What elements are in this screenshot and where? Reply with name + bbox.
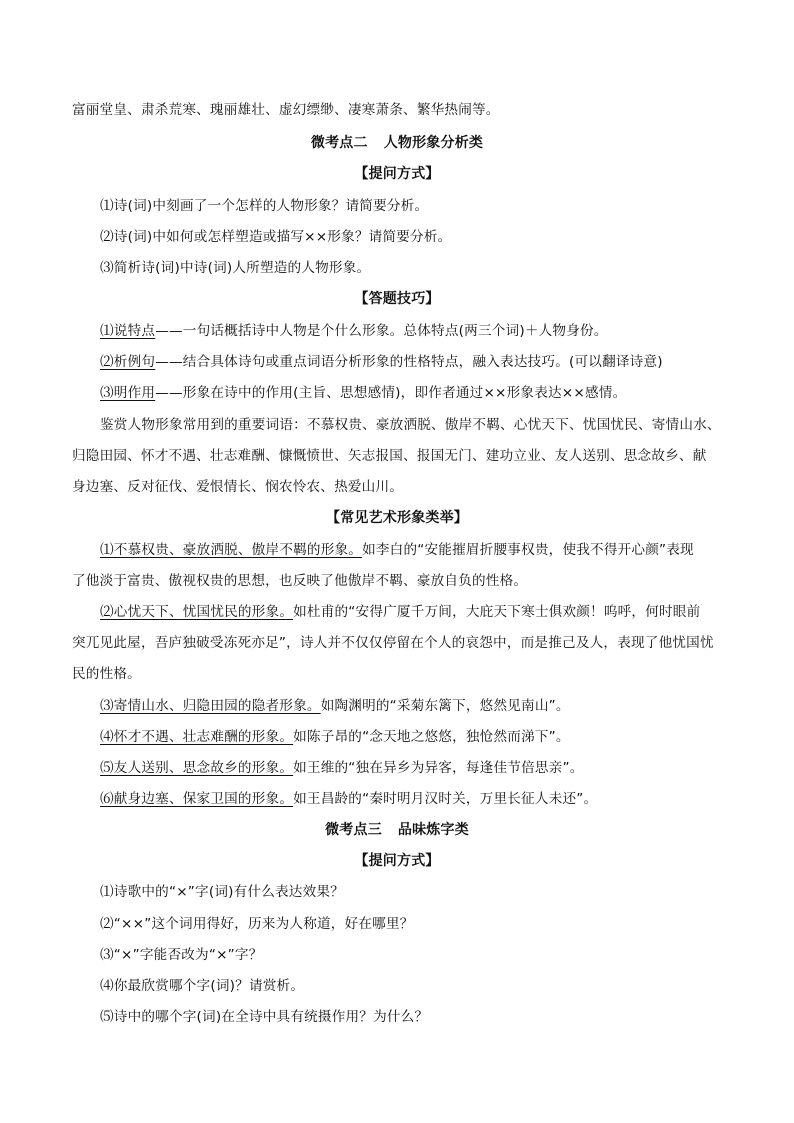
ask-item: ⑵“××”这个词用得好，历来为人称道，好在哪里？: [100, 916, 414, 932]
tip-label: ⑵析例句: [100, 354, 156, 370]
vocab-line: 身边塞、反对征伐、爱恨情长、悯农怜农、热爱山川。: [72, 479, 404, 495]
section-2-name: 人物形象分析类: [383, 135, 484, 151]
tip-item: [100, 352, 722, 372]
art-item: [100, 602, 722, 622]
ask-item: ⑴诗(词)中刻画了一个怎样的人物形象？请简要分析。: [100, 198, 429, 214]
art-label: ⑸友人送别、思念故乡的形象。: [100, 760, 294, 776]
intro-line: 富丽堂皇、肃杀荒寒、瑰丽雄壮、虚幻缥缈、凄寒萧条、繁华热闹等。: [72, 102, 500, 118]
ask-item: ⑵诗(词)中如何或怎样塑造或描写××形象？请简要分析。: [100, 229, 452, 245]
section-2-label: 微考点二: [310, 135, 368, 151]
art-heading: 【常见艺术形象类举】: [326, 510, 468, 526]
ask-item: ⑶简析诗(词)中诗(词)人所塑造的人物形象。: [100, 260, 371, 276]
tip-text: ——结合具体诗句或重点词语分析形象的性格特点，融入表达技巧。(可以翻译诗意): [155, 354, 663, 370]
tips-heading: 【答题技巧】: [354, 291, 440, 307]
art-text: 如王维的“独在异乡为异客，每逢佳节倍思亲”。: [293, 760, 584, 776]
tip-text: ——形象在诗中的作用(主旨、思想感情)，即作者通过××形象表达××感情。: [155, 385, 627, 401]
ask-item: ⑸诗中的哪个字(词)在全诗中具有统摄作用？为什么？: [100, 1009, 429, 1025]
art-item: [100, 540, 722, 560]
art-label: ⑶寄情山水、归隐田园的隐者形象。: [100, 698, 321, 714]
tip-label: ⑴说特点: [100, 323, 156, 339]
tip-label: ⑶明作用: [100, 385, 156, 401]
section-title-2: [72, 133, 722, 153]
art-item: [100, 696, 722, 716]
art-text-line: 了他淡于富贵、傲视权贵的思想，也反映了他傲岸不羁、豪放自负的性格。: [72, 573, 528, 589]
art-label: ⑷怀才不遇、壮志难酬的形象。: [100, 729, 294, 745]
art-text: 如杜甫的“安得广厦千万间，大庇天下寒士俱欢颜！呜呼，何时眼前: [293, 604, 701, 620]
art-label: ⑴不慕权贵、豪放洒脱、傲岸不羁的形象。: [100, 542, 363, 558]
section-3-label: 微考点三: [325, 822, 382, 838]
vocab-line: 归隐田园、怀才不遇、壮志难酬、慷慨愤世、矢志报国、报国无门、建功立业、友人送别、思念故乡、献: [72, 448, 707, 464]
art-text: 如陶渊明的“采菊东篱下，悠然见南山”。: [320, 698, 570, 714]
art-item: [100, 727, 722, 747]
vocab-line: 鉴赏人物形象常用到的重要词语：不慕权贵、豪放洒脱、傲岸不羁、心忧天下、忧国忧民、寄情山水、: [100, 417, 721, 433]
tip-item: [100, 383, 722, 403]
art-item: [100, 789, 722, 809]
art-text: 如陈子昂的“念天地之悠悠，独怆然而涕下”。: [293, 729, 570, 745]
art-text-line: 突兀见此屋，吾庐独破受冻死亦足”，诗人并不仅仅停留在个人的哀怨中，而是推己及人，表现了他忧国忧: [72, 635, 714, 651]
ask-item: ⑴诗歌中的“×”字(词)有什么表达效果？: [100, 884, 344, 900]
art-label: ⑵心忧天下、忧国忧民的形象。: [100, 604, 294, 620]
art-label: ⑹献身边塞、保家卫国的形象。: [100, 791, 294, 807]
section-title-3: [72, 820, 722, 840]
tip-text: ——一句话概括诗中人物是个什么形象。总体特点(两三个词)＋人物身份。: [155, 323, 608, 339]
ask-item: ⑶“×”字能否改为“×”字？: [100, 947, 263, 963]
art-text: 如王昌龄的“秦时明月汉时关，万里长征人未还”。: [293, 791, 598, 807]
ask-item: ⑷你最欣赏哪个字(词)？请赏析。: [100, 978, 305, 994]
ask-heading: 【提问方式】: [354, 853, 440, 869]
section-3-name: 品味炼字类: [397, 822, 469, 838]
art-item: [100, 758, 722, 778]
ask-heading: 【提问方式】: [354, 166, 440, 182]
art-text-line: 民的性格。: [72, 666, 141, 682]
art-text: 如李白的“安能摧眉折腰事权贵，使我不得开心颜”表现: [362, 542, 694, 558]
tip-item: [100, 321, 722, 341]
